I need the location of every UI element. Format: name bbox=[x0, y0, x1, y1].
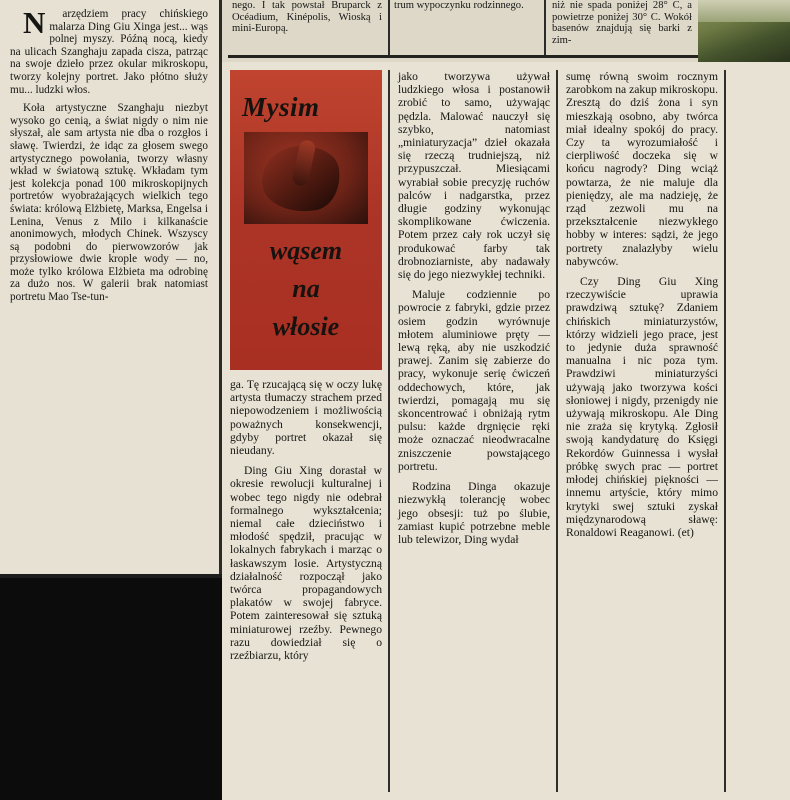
top-fragment-strip bbox=[222, 0, 790, 62]
top-fragment-left bbox=[232, 0, 382, 35]
col2-paragraph-3: Rodzina Dinga okazuje niezwykłą tolerancję wobec jego obsesji: tuż po ślubie, zamiast kupić potrzebne meble lub telewizor, Ding wydał bbox=[398, 480, 550, 546]
article-title-line-4: włosie bbox=[272, 312, 340, 341]
col1-paragraph-1: ga. Tę rzucającą się w oczy lukę artysta tłumaczy strachem przed niepowodzeniem i możliwością poważnych konsekwencji, gdyby portret okazał się nieudany. bbox=[230, 378, 382, 458]
top-fragment-right-text: niż nie spada poniżej 28° C, a powietrze poniżej 30° C. Wokół basenów znajdują się barki z zim- bbox=[552, 0, 692, 46]
article-column-4-blank bbox=[734, 70, 782, 792]
photo-sky bbox=[698, 0, 790, 22]
left-clip-dark-area bbox=[0, 578, 222, 800]
main-article bbox=[222, 62, 790, 800]
article-column-2 bbox=[398, 70, 550, 792]
top-fragment-right bbox=[552, 0, 692, 46]
article-column-rule-1 bbox=[388, 70, 390, 792]
article-title-panel bbox=[230, 70, 382, 370]
column-rule-2 bbox=[544, 0, 546, 58]
col3-paragraph-2: Czy Ding Giu Xing rzeczywiście uprawia prawdziwą sztukę? Zdaniem chińskich miniaturzystów, którzy widzieli jego prace, jest to jedynie duża sprawność manualna i nic poza tym. Prawdziwi miniaturzyści używają jako tworzywa kości słoniowej i nigdy, przenigdy nie używają mikroskopu. Ale Ding nie zraża się krytyką. Zgłosił swoją kandydaturę do Księgi Rekordów Guinnessa i wysłał próbkę swych prac — portret młodej chińskiej piękności — innemu artyście, który mimo krytyki swej sztuki zyskał międzynarodową sławę: Ronaldowi Reaganowi. (et) bbox=[566, 275, 718, 539]
left-paragraph-1 bbox=[10, 5, 208, 96]
article-column-rule-2 bbox=[556, 70, 558, 792]
drop-cap: N bbox=[23, 5, 46, 40]
article-column-rule-3 bbox=[724, 70, 726, 792]
left-paragraph-1-text: arzędziem pracy chińskiego malarza Ding Giu Xinga jest... wąs polnej myszy. Późną nocą, kiedy na ulicach Szanghaju zapada cisza, patrząc na swoje dzieło przez okular mikroskopu, tworzy kolejny portret. Jako płótno służy mu... ludzki włos. bbox=[10, 8, 208, 96]
top-strip-horizontal-rule bbox=[228, 55, 698, 58]
top-fragment-mid bbox=[394, 0, 539, 12]
top-fragment-left-text: nego. I tak powstał Bruparck z Océadium, Kinépolis, Wioską i mini-Europą. bbox=[232, 0, 382, 35]
hand-with-brush-photo bbox=[244, 132, 368, 224]
left-article-clipping bbox=[0, 0, 222, 800]
article-title-line-1: Mysim bbox=[242, 92, 320, 122]
article-title-line-3: na bbox=[292, 274, 320, 303]
col3-paragraph-1: sumę równą swoim rocznym zarobkom na zakup mikroskopu. Zresztą do dziś żona i syn mieszkają osobno, aby twórca miał idealny spokój do pracy. Czy ta wyrozumiałość i cierpliwość doczeka się w końcu nagrody? Ding wciąż powtarza, że nie maluje dla pieniędzy, ale ma nadzieję, że rząd zezwoli mu na przekształcenie niezwykłego hobby w interes: sądzi, że jego portrety znalazłyby wielu nabywców. bbox=[566, 70, 718, 268]
landscape-photo-corner bbox=[698, 0, 790, 62]
left-paragraph-2: Koła artystyczne Szanghaju niezbyt wysoko go cenią, a świat nigdy o nim nie słyszał, ale sam artysta nie dba o rozgłos i sławę. Twierdzi, że idąc za głosem swego artystycznego powołania, tworzy własny wkład w światową sztukę. Wkładam tym jest kolekcja ponad 100 mikroskopijnych portretów wyobrażających wielkich tego świata: królową Elżbietę, Marksa, Engelsa i Lenina, Venus z Milo i kilkanaście anonimowych, młodych Chinek. Wszyscy są podobni do pierwowzorów jak przysłowiowe dwie krople wody — no, może tylko królowa Elżbieta ma odrobinę za dużo nos. W galerii brak natomiast portretu Mao Tse-tun- bbox=[10, 102, 208, 304]
article-column-1 bbox=[230, 378, 382, 792]
column-rule-1 bbox=[388, 0, 390, 58]
top-fragment-mid-text: trum wypoczynku rodzinnego. bbox=[394, 0, 524, 11]
article-title-line-2: wąsem bbox=[269, 236, 343, 265]
col1-paragraph-2: Ding Giu Xing dorastał w okresie rewolucji kulturalnej i wobec tego nigdy nie odebrał formalnego wykształcenia; niemal całe dzieciństwo i młodość spędził, pracując w lokalnych fabrykach i marząc o łaskawszym losie. Artystyczną działalność rozpoczął jako twórca propagandowych plakatów w swojej fabryce. Potem zainteresował się sztuką miniaturowej rzeźby. Pewnego razu dowiedział się o rzeźbiarzu, który bbox=[230, 464, 382, 663]
article-column-3 bbox=[566, 70, 718, 792]
col2-paragraph-1: jako tworzywa używał ludzkiego włosa i postanowił zrobić to samo, używając pędzla. Malować nauczył się szybko, natomiast „miniaturyzacja” dzieł okazała się rzeczą trudniejszą, niż przypuszczał. Miesiącami wyrabiał sobie precyzję ruchów palców i nadgarstka, przez długie godziny wykonując skomplikowane ćwiczenia. Potem przez cały rok uczył się produkować farby tak drobnoziarniste, aby nadawały się do jego niezwykłej techniki. bbox=[398, 70, 550, 282]
col2-paragraph-2: Maluje codziennie po powrocie z fabryki, gdzie przez osiem godzin wyrównuje młotem aluminiowe pręty — lewą ręką, aby nie uszkodzić prawej. Zanim się zabierze do pracy, wykonuje serię ćwiczeń oddechowych, które, jak twierdzi, pomagają mu się skoncentrować i obniżają rytm pulsu: każde drgnięcie ręki może oznaczać nieodwracalne zniszczenie powstającego portretu. bbox=[398, 288, 550, 473]
left-article-text bbox=[10, 5, 208, 310]
